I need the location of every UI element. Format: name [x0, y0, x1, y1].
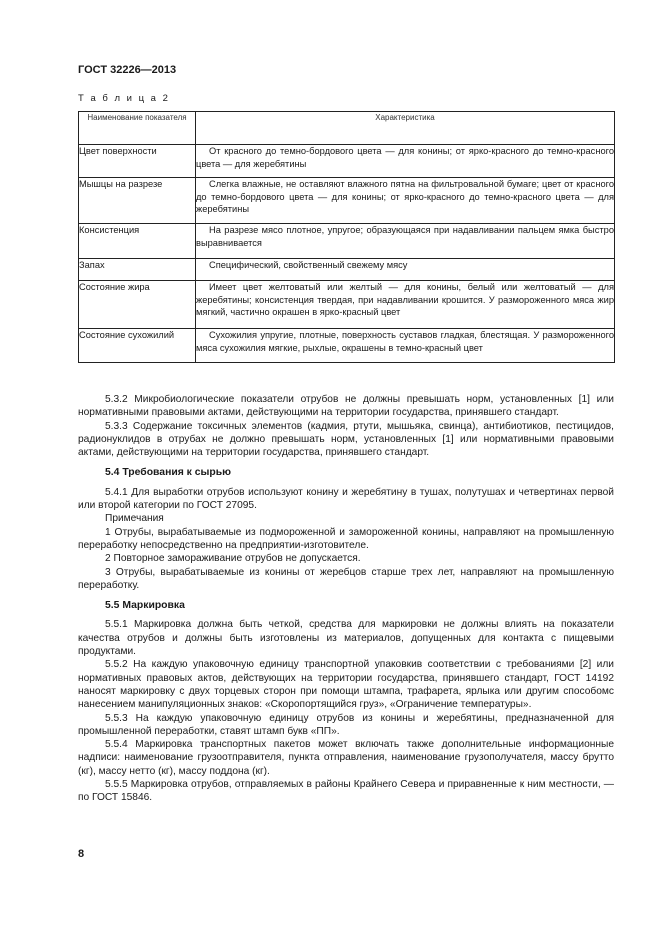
row-description: Слегка влажные, не оставляют влажного пятна на фильтровальной бумаге; цвет от красного до темно-бордового цвета — для конины; от ярко-красного до темно-красного цвета — для жеребятины	[196, 179, 614, 215]
note-3: 3 Отрубы, вырабатываемые из конины от жеребцов старше трех лет, направляют на промышленную переработку.	[78, 566, 614, 591]
note-1: 1 Отрубы, вырабатываемые из подмороженной и замороженной конины, направляют на промышленную переработку непосредственно на предприятии-изготовителе.	[78, 526, 614, 551]
page-number: 8	[78, 848, 85, 860]
section-heading-5-5: 5.5 Маркировка	[105, 600, 185, 612]
table-row	[79, 329, 615, 363]
row-name: Мышцы на разрезе	[79, 178, 196, 224]
row-name: Запах	[79, 259, 196, 281]
table-row	[79, 145, 615, 178]
header-characteristic: Характеристика	[196, 112, 615, 145]
characteristics-table	[78, 111, 615, 363]
paragraph-5-5-1: 5.5.1 Маркировка должна быть четкой, средства для маркировки не должны влиять на показатели качества отрубов и должны быть изготовлены из материалов, допущенных для контакта с пищевыми продуктами.	[78, 619, 614, 658]
row-name: Состояние жира	[79, 281, 196, 329]
row-description: На разрезе мясо плотное, упругое; образующаяся при надавливании пальцем ямка быстро выравнивается	[196, 225, 614, 248]
row-name: Цвет поверхности	[79, 145, 196, 178]
table-row	[79, 259, 615, 281]
table-header-row	[79, 112, 615, 145]
row-description: Сухожилия упругие, плотные, поверхность суставов гладкая, блестящая. У размороженного мяса сухожилия мягкие, рыхлые, окрашены в темно-красный цвет	[196, 330, 614, 353]
table-caption: Т а б л и ц а 2	[78, 93, 170, 104]
row-name: Состояние сухожилий	[79, 329, 196, 363]
header-indicator-name: Наименование показателя	[79, 112, 196, 145]
section-heading-5-4: 5.4 Требования к сырью	[105, 467, 232, 479]
paragraph-5-3-3: 5.3.3 Содержание токсичных элементов (кадмия, ртути, мышьяка, свинца), антибиотиков, пестицидов, радионуклидов в отрубах не должно превышать норм, установленных [1] или нормативными правовыми актами, действующими на территории государства, принявшего стандарт.	[78, 420, 614, 459]
row-description: От красного до темно-бордового цвета — для конины; от ярко-красного до темно-красного цвета — для жеребятины	[196, 146, 614, 169]
table-row	[79, 224, 615, 259]
body-text	[78, 393, 614, 805]
document-header: ГОСТ 32226—2013	[78, 64, 177, 76]
row-description: Имеет цвет желтоватый или желтый — для конины, белый или желтоватый — для жеребятины; консистенция твердая, при надавливании крошится. У размороженного мяса жир мягкий, частично окрашен в ярко-красный цвет	[196, 282, 614, 318]
paragraph-5-3-2: 5.3.2 Микробиологические показатели отрубов не должны превышать норм, установленных [1] или нормативными правовыми актами, действующими на территории государства, принявшего стандарт.	[78, 394, 614, 419]
note-2: 2 Повторное замораживание отрубов не допускается.	[105, 553, 361, 565]
paragraph-5-5-3: 5.5.3 На каждую упаковочную единицу отрубов из конины и жеребятины, предназначенной для промышленной переработки, ставят штамп букв «ПП».	[78, 712, 614, 737]
paragraph-5-5-4: 5.5.4 Маркировка транспортных пакетов может включать также дополнительные информационные надписи: наименование грузоотправителя, пункта отправления, наименование грузополучателя, массу брутто (кг), массу нетто (кг), массу поддона (кг).	[78, 739, 614, 777]
table-row	[79, 281, 615, 329]
table-row	[79, 178, 615, 224]
notes-title: Примечания	[105, 513, 164, 525]
row-description: Специфический, свойственный свежему мясу	[209, 260, 408, 270]
paragraph-5-5-2: 5.5.2 На каждую упаковочную единицу транспортной упаковкив соответствии с требованиями [2] или нормативных правовых актов, действующих на территории государства, принявшего стандарт, ГОСТ 14192 наносят маркировку с двух торцевых сторон при помощи штампа, трафарета, ярлыка или другим способомс нанесением манипуляционных знаков: «Скоропортящийся груз», «Ограничение температуры».	[78, 659, 614, 711]
row-name: Консистенция	[79, 224, 196, 259]
paragraph-5-5-5: 5.5.5 Маркировка отрубов, отправляемых в районы Крайнего Севера и приравненные к ним местности, — по ГОСТ 15846.	[78, 779, 614, 804]
paragraph-5-4-1: 5.4.1 Для выработки отрубов используют конину и жеребятину в тушах, полутушах и четвертинах первой или второй категории по ГОСТ 27095.	[78, 486, 614, 512]
